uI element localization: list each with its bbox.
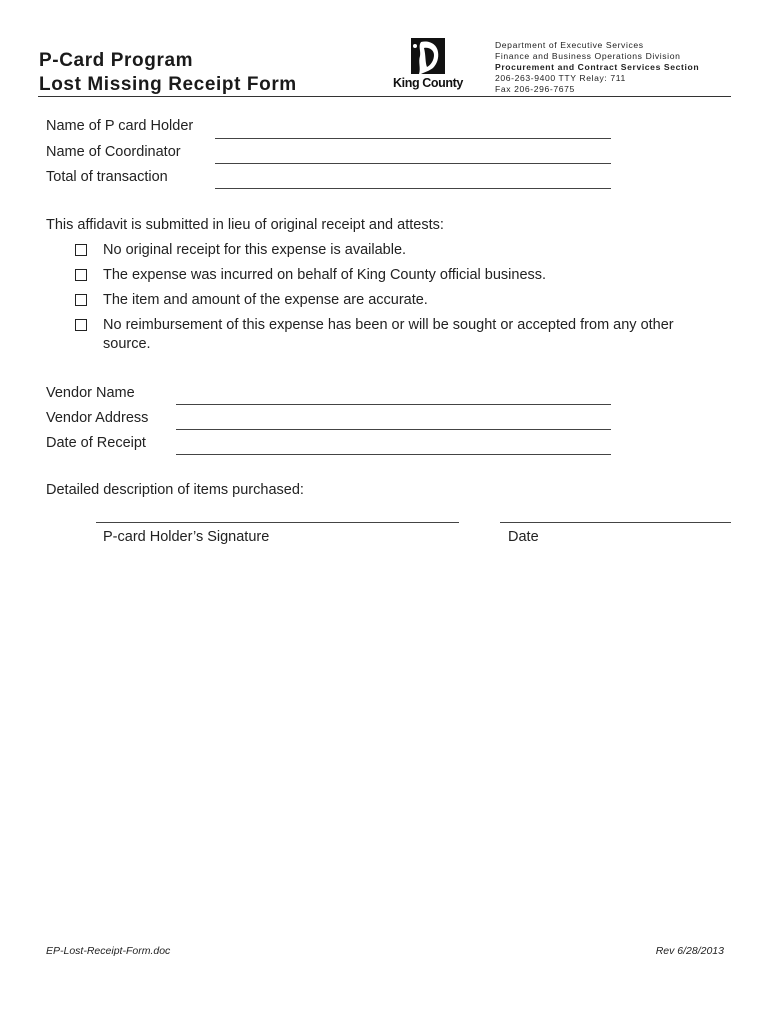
affidavit-statement-2: The expense was incurred on behalf of King County official business. — [103, 267, 547, 283]
transaction-total-label: Total of transaction — [46, 169, 168, 185]
cardholder-name-field[interactable] — [215, 138, 611, 139]
signature-date-label: Date — [508, 529, 539, 545]
affidavit-checkbox-4[interactable] — [75, 319, 87, 331]
dept-line-3: Procurement and Contract Services Section — [495, 62, 700, 72]
receipt-date-field[interactable] — [176, 454, 611, 455]
vendor-address-label: Vendor Address — [46, 410, 149, 426]
logo-text: King County — [393, 76, 463, 90]
signature-date-line[interactable] — [500, 522, 731, 523]
transaction-total-field[interactable] — [215, 188, 611, 189]
dept-line-1: Department of Executive Services — [495, 40, 644, 50]
header-divider — [38, 96, 731, 97]
cardholder-name-label: Name of P card Holder — [46, 118, 194, 134]
form-title-line1: P-Card Program — [39, 50, 194, 71]
receipt-date-label: Date of Receipt — [46, 435, 146, 451]
description-label: Detailed description of items purchased: — [46, 482, 304, 498]
coordinator-name-label: Name of Coordinator — [46, 144, 181, 160]
affidavit-statement-3: The item and amount of the expense are accurate. — [103, 292, 428, 308]
footer-revision: Rev 6/28/2013 — [655, 945, 724, 957]
vendor-address-field[interactable] — [176, 429, 611, 430]
dept-fax: Fax 206-296-7675 — [495, 84, 575, 94]
vendor-name-field[interactable] — [176, 404, 611, 405]
affidavit-checkbox-1[interactable] — [75, 244, 87, 256]
dept-phone: 206-263-9400 TTY Relay: 711 — [495, 73, 626, 83]
footer-filename: EP-Lost-Receipt-Form.doc — [46, 945, 171, 957]
affidavit-intro: This affidavit is submitted in lieu of original receipt and attests: — [46, 217, 444, 233]
affidavit-checkbox-3[interactable] — [75, 294, 87, 306]
vendor-name-label: Vendor Name — [46, 385, 135, 401]
affidavit-statement-4-cont: source. — [103, 336, 151, 352]
form-title-line2: Lost Missing Receipt Form — [39, 74, 297, 95]
coordinator-name-field[interactable] — [215, 163, 611, 164]
affidavit-statement-1: No original receipt for this expense is available. — [103, 242, 407, 258]
signature-label: P-card Holder’s Signature — [103, 529, 270, 545]
dept-line-2: Finance and Business Operations Division — [495, 51, 681, 61]
affidavit-statement-4: No reimbursement of this expense has been or will be sought or accepted from any other — [103, 317, 674, 333]
affidavit-checkbox-2[interactable] — [75, 269, 87, 281]
signature-line[interactable] — [96, 522, 459, 523]
